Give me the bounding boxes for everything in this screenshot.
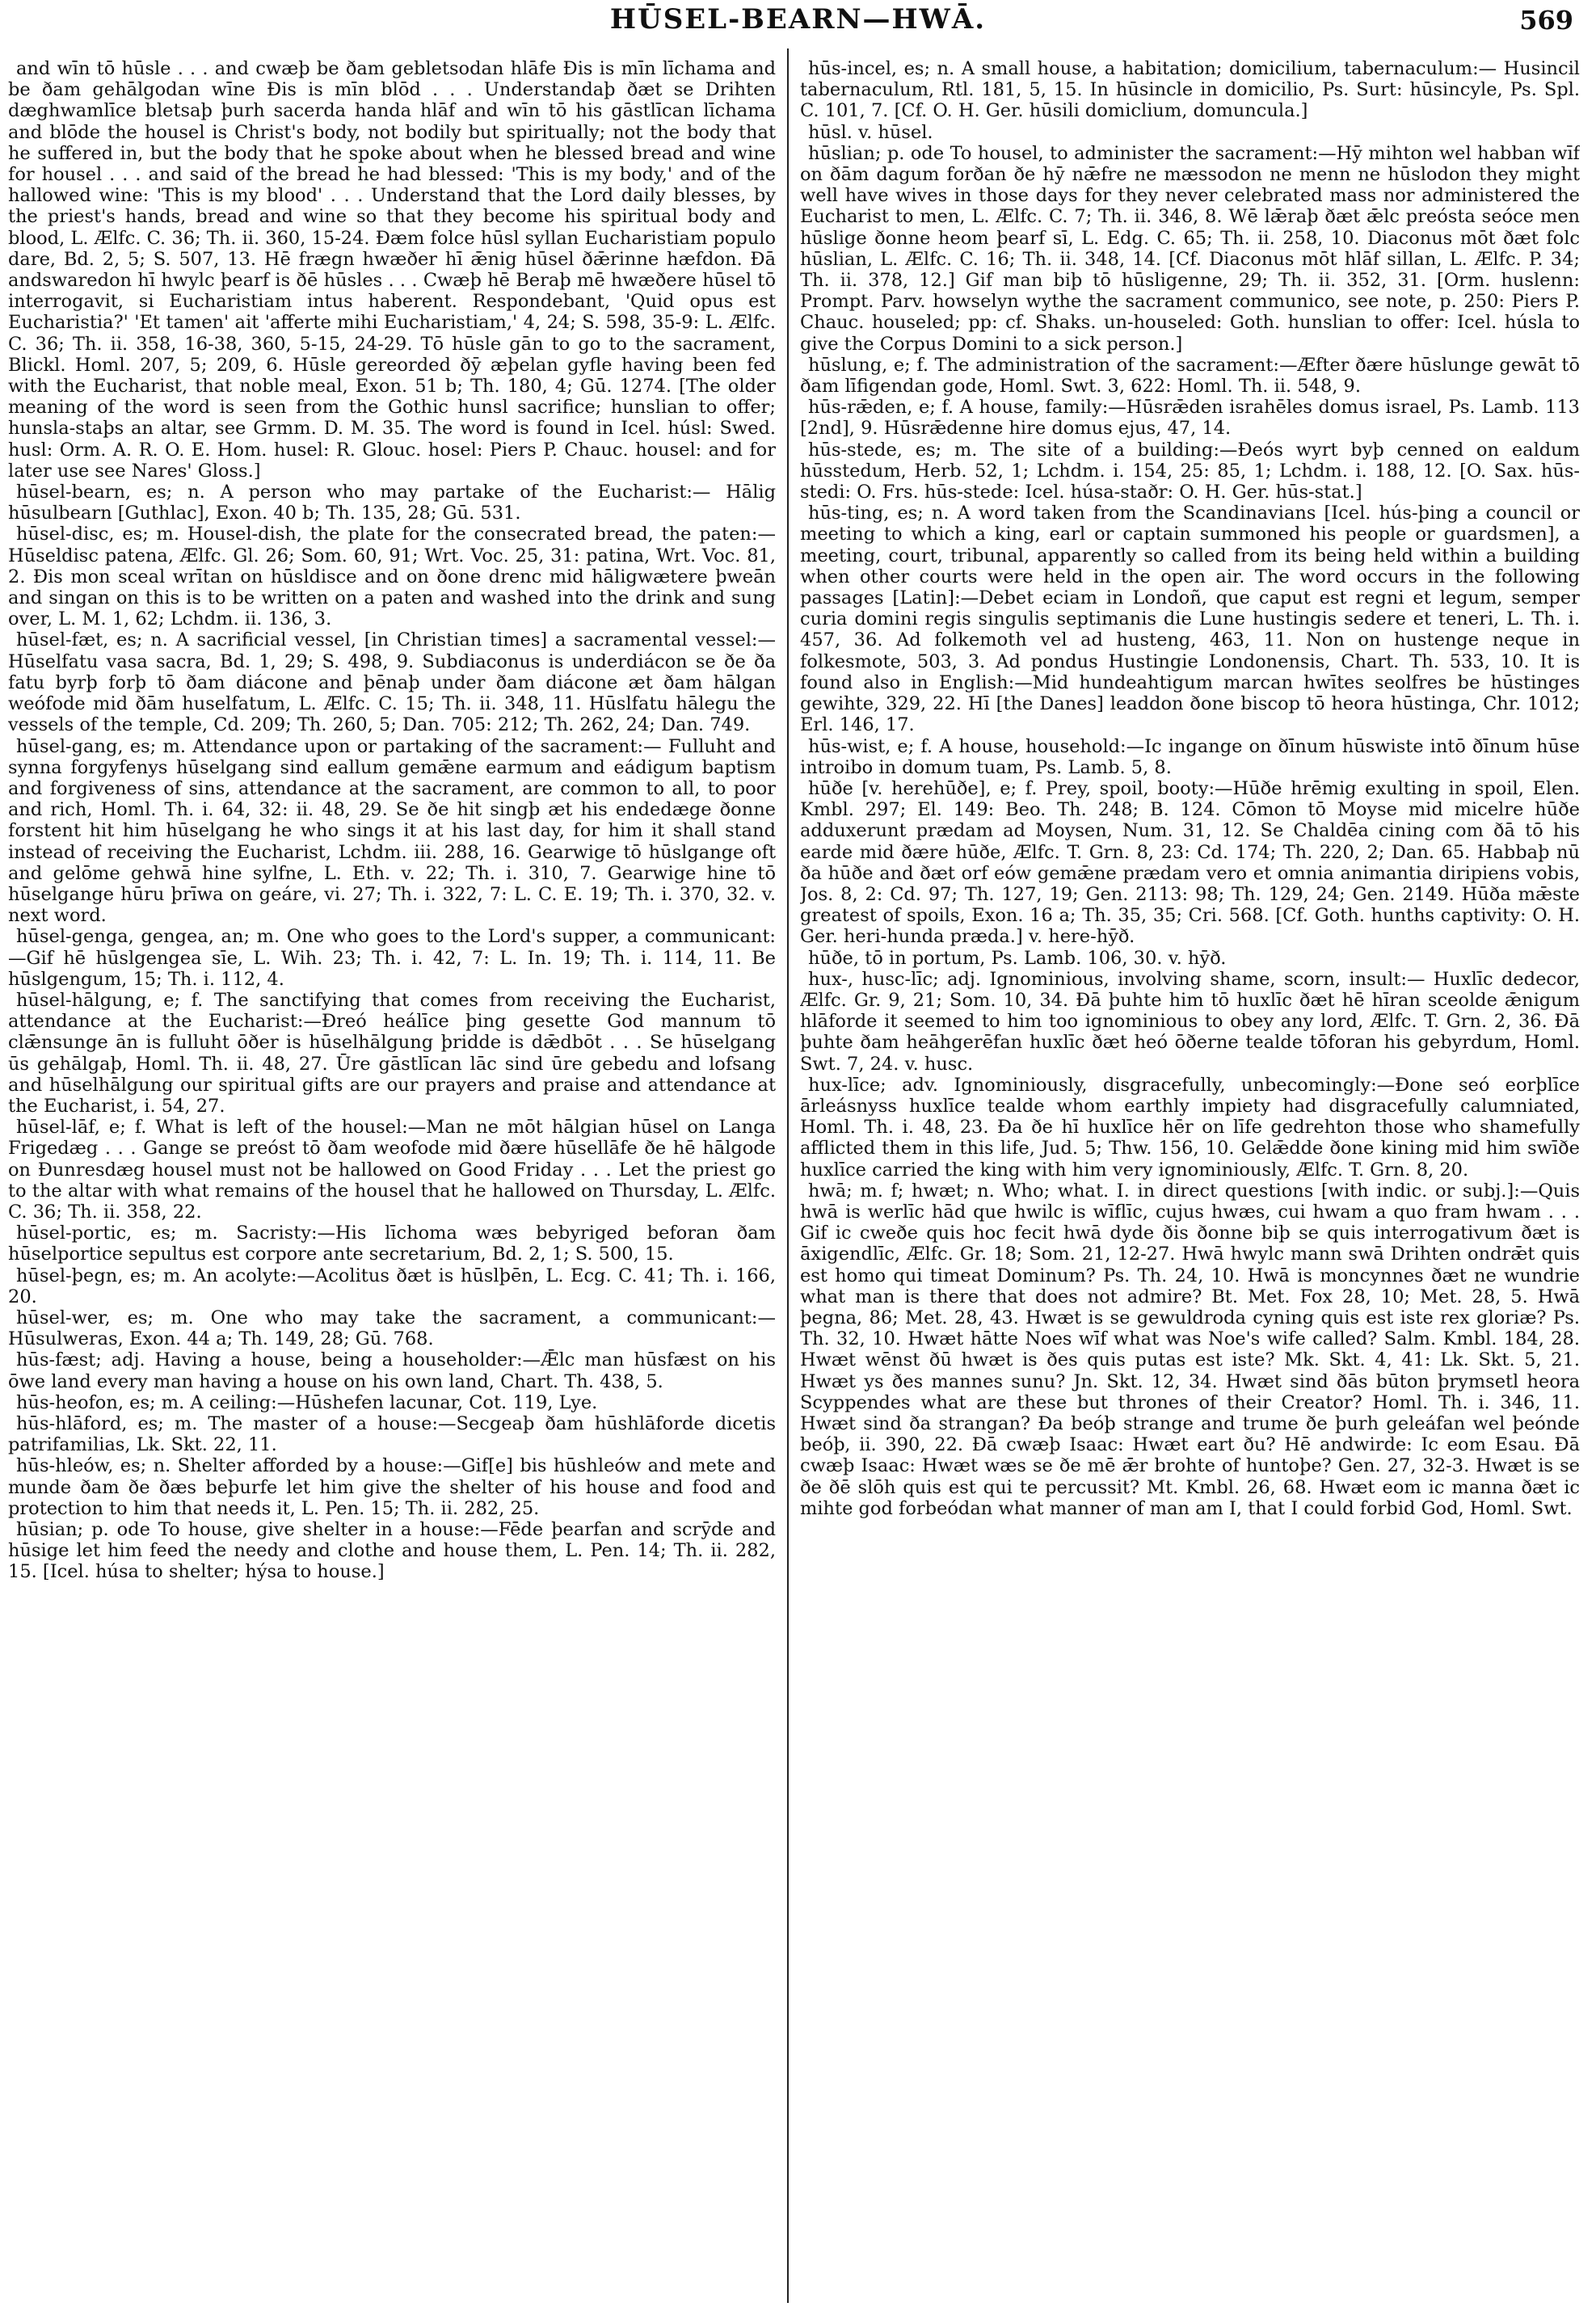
entry-hus-heofon: hūs-heofon, es; m. A ceiling:—Hūshefen lacunar, Cot. 119, Lye.	[16, 1391, 598, 1413]
entry-husel-laf: hūsel-lāf, e; f. What is left of the housel:—Man ne mōt hālgian hūsel on Langa Frigedæg . . . Gange se preóst tō ðam weofode mid ðære hūsellāfe ðe hē hālgode on Ðunresdæg housel must not be hallowed on Good Friday . . . Let the priest go to the altar with what remains of the housel that he hallowed on Thursday, L. Ælfc. C. 36; Th. ii. 358, 22.	[8, 1117, 776, 1223]
entry-husel-genga: hūsel-genga, gengea, an; m. One who goes to the Lord's supper, a communicant:—Gif hē hūslgengea sīe, L. Wih. 23; Th. i. 42, 7: L. In. 19; Th. i. 114, 11. Be hūslgengum, 15; Th. i. 112, 4.	[8, 926, 776, 990]
entry-hux-lic: hux-, husc-līc; adj. Ignominious, involving shame, scorn, insult:— Huxlīc dedecor, Ælfc. Gr. 9, 21; Som. 10, 34. Ðā þuhte him tō huxlīc ðæt hē hīran sceolde ǣnigum hlāforde it seemed to him too ignominious to obey any lord, Ælfc. T. Grn. 2, 36. Ðā þuhte ðam heāhgerēfan huxlīc ðæt heó ōðerne tealde tōforan his gebyrdum, Homl. Swt. 7, 24. v. husc.	[800, 968, 1580, 1075]
entry-hus-raeden: hūs-rǣden, e; f. A house, family:—Hūsrǣden israhēles domus israel, Ps. Lamb. 113 [2nd], 9. Hūsrǣdenne hire domus ejus, 47, 14.	[800, 397, 1580, 440]
entry-hus-incel: hūs-incel, es; n. A small house, a habitation; domicilium, tabernaculum:— Husincil tabernaculum, Rtl. 181, 5, 15. In hūsincle in domicilio, Ps. Surt: hūsincyle, Ps. Spl. C. 101, 7. [Cf. O. H. Ger. hūsili domiclium, domuncula.]	[800, 58, 1580, 122]
entry-husel-portic: hūsel-portic, es; m. Sacristy:—His līchoma wæs bebyriged beforan ðam hūselportice sepultus est corpore ante secretarium, Bd. 2, 1; S. 500, 15.	[8, 1223, 776, 1265]
entry-hus-wist: hūs-wist, e; f. A house, household:—Ic ingange on ðīnum hūswiste intō ðīnum hūse introibo in domum tuam, Ps. Lamb. 5, 8.	[800, 735, 1580, 778]
page-header	[0, 0, 1596, 48]
entry-hus-hleow: hūs-hleów, es; n. Shelter afforded by a house:—Gif[e] bis hūshleów and mete and munde ðam ðe ðæs beþurfe let him give the shelter of his house and food and protection to him that needs it, L. Pen. 15; Th. ii. 282, 25.	[8, 1455, 776, 1519]
entry-hus-hlaford: hūs-hlāford, es; m. The master of a house:—Secgeaþ ðam hūshlāforde dicetis patrifamilias, Lk. Skt. 22, 11.	[8, 1413, 776, 1456]
entry-husel-halgung: hūsel-hālgung, e; f. The sanctifying that comes from receiving the Eucharist, attendance at the Eucharist:—Ðreó heálīce þing gesette God mannum tō clǣnsunge ān is fulluht ōðer is hūselhālgung þridde is dǣdbōt . . . Se hūselgang ūs gehālgaþ, Homl. Th. ii. 48, 27. Ūre gāstlīcan lāc sind ūre gebedu and lofsang and hūselhālgung our spiritual gifts are our prayers and praise and attendance at the Eucharist, i. 54, 27.	[8, 989, 776, 1117]
left-column	[8, 58, 776, 2296]
entry-hux-lice: hux-līce; adv. Ignominiously, disgracefully, unbecomingly:—Ðone seó eorþlīce ārleásnyss huxlīce tealde whom earthly impiety had disgracefully calumniated, Homl. Th. i. 48, 23. Ða ðe hī huxlīce hēr on līfe gedrehton those who shamefully afflicted them in this life, Jud. 5; Thw. 156, 10. Gelǣdde ðone kining mid him swīðe huxlīce carried the king with him very ignominiously, Ælfc. T. Grn. 8, 20.	[800, 1074, 1580, 1181]
entry-huslung: hūslung, e; f. The administration of the sacrament:—Æfter ðære hūslunge gewāt tō ðam līfigendan gode, Homl. Swt. 3, 622: Homl. Th. ii. 548, 9.	[800, 354, 1580, 398]
entry-hus-ting: hūs-ting, es; n. A word taken from the Scandinavians [Icel. hús-þing a council or meeting to which a king, earl or captain summoned his people or guardsmen], a meeting, court, tribunal, apparently so called from its being held within a building when other courts were held in the open air. The word occurs in the following passages [Latin]:—Debet eciam in Londoñ, que caput est regni et legum, semper curia domini regis singulis septimanis die Lune hustingis sedere et teneri, L. Th. i. 457, 36. Ad folkemoth vel ad husteng, 463, 11. Non on hustenge neque in folkesmote, 503, 3. Ad pondus Hustingie Londonensis, Chart. Th. 533, 10. It is found also in English:—Mid hundeahtigum marcan hwītes seolfres be hūstinges gewihte, 329, 22. Hī [the Danes] leaddon ðone biscop tō heora hūstinga, Chr. 1012; Erl. 146, 17.	[800, 503, 1580, 736]
entry-hus-faest: hūs-fæst; adj. Having a house, being a householder:—Ǣlc man hūsfæst on his ōwe land every man having a house on his own land, Chart. Th. 438, 5.	[8, 1349, 776, 1392]
entry-husel-gang: hūsel-gang, es; m. Attendance upon or partaking of the sacrament:— Fulluht and synna forgyfenys hūselgang sind eallum gemǣne earmum and eádigum baptism and forgiveness of sins, attendance at the sacrament, are common to all, to poor and rich, Homl. Th. i. 64, 32: ii. 48, 29. Se ðe hit singþ æt his endedæge ðonne forstent hit him hūselgang he who sings it at his last day, for him it shall stand instead of receiving the Eucharist, Lchdm. iii. 288, 16. Gearwige tō hūslgange oft and gelōme gehwā hine sylfne, L. Eth. v. 22; Th. i. 310, 7. Gearwige hine tō hūselgange hūru þrīwa on geáre, vi. 27; Th. i. 322, 7: L. C. E. 19; Th. i. 370, 32. v. next word.	[8, 735, 776, 927]
entry-hus-stede: hūs-stede, es; m. The site of a building:—Ðeós wyrt byþ cenned on ealdum hūsstedum, Herb. 52, 1; Lchdm. i. 154, 25: 85, 1; Lchdm. i. 188, 12. [O. Sax. hūs-stedi: O. Frs. hūs-stede: Icel. húsa-staðr: O. H. Ger. hūs-stat.]	[800, 439, 1580, 503]
entry-huthe: hūðe [v. herehūðe], e; f. Prey, spoil, booty:—Hūðe hrēmig exulting in spoil, Elen. Kmbl. 297; El. 149: Beo. Th. 248; B. 124. Cōmon tō Moyse mid micelre hūðe adduxerunt prædam ad Moysen, Num. 31, 12. Se Chaldēa cining com ðā tō his earde mid ðære hūðe, Ælfc. T. Grn. 8, 23: Cd. 174; Th. 220, 2; Dan. 65. Habbaþ nū ða hūðe and ðæt orf eów gemǣne prædam vero et omnia animantia diripiens vobis, Jos. 8, 2: Cd. 97; Th. 127, 19; Gen. 2113: 98; Th. 129, 24; Gen. 2149. Hūða mǣste greatest of spoils, Exon. 16 a; Th. 35, 35; Cri. 568. [Cf. Goth. hunths captivity: O. H. Ger. heri-hunda præda.] v. here-hȳð.	[800, 777, 1580, 948]
entry-husel-bearn: hūsel-bearn, es; n. A person who may partake of the Eucharist:— Hālig hūsulbearn [Guthlac], Exon. 40 b; Th. 135, 28; Gū. 531.	[8, 482, 776, 524]
right-column	[800, 58, 1580, 2296]
entry-husel-faet: hūsel-fæt, es; n. A sacrificial vessel, [in Christian times] a sacramental vessel:—Hūselfatu vasa sacra, Bd. 1, 29; S. 498, 9. Subdiaconus is underdiácon se ðe ða fatu byrþ forþ tō ðam diácone and þēnaþ under ðam diácone æt ðam hālgan weófode mid ðām huselfatum, L. Ælfc. C. 15; Th. ii. 348, 11. Hūslfatu hālegu the vessels of the temple, Cd. 209; Th. 260, 5; Dan. 705: 212; Th. 262, 24; Dan. 749.	[8, 629, 776, 736]
entry-husel-wer: hūsel-wer, es; m. One who may take the sacrament, a communicant:— Hūsulweras, Exon. 44 a; Th. 149, 28; Gū. 768.	[8, 1307, 776, 1350]
entry-husel-continued: and wīn tō hūsle . . . and cwæþ be ðam gebletsodan hlāfe Ðis is mīn līchama and be ðam gehālgodan wīne Ðis is mīn blōd . . . Understandaþ ðæt se Drihten dæghwamlīce bletsaþ þurh sacerda handa hlāf and wīn tō his gāstlīcan līchama and blōde the housel is Christ's body, not bodily but spiritually; not the body that he suffered in, but the body that he spoke about when he blessed bread and wine for housel . . . and said of the bread he had blessed: 'This is my body,' and of the hallowed wine: 'This is my blood' . . . Understand that the Lord daily blesses, by the priest's hands, bread and wine so that they become his spiritual body and blood, L. Ælfc. C. 36; Th. ii. 360, 15-24. Ðæm folce hūsl syllan Eucharistiam populo dare, Bd. 2, 5; S. 507, 13. Hē frægn hwæðer hī ǣnig hūsel ðǣrinne hæfdon. Ðā andswaredon hī hwylc þearf is ðē hūsles . . . Cwæþ hē Beraþ mē hwæðere hūsel tō interrogavit, si Eucharistiam intus haberent. Respondebant, 'Quid opus est Eucharistia?' 'Et tamen' ait 'afferte mihi Eucharistiam,' 4, 24; S. 598, 35-9: L. Ælfc. C. 36; Th. ii. 358, 16-38, 360, 5-15, 24-29. Tō hūsle gān to go to the sacrament, Blickl. Homl. 207, 5; 209, 6. Hūsle gereorded ðȳ æþelan gyfle having been fed with the Eucharist, that noble meal, Exon. 51 b; Th. 180, 4; Gū. 1274. [The older meaning of the word is seen from the Gothic hunsl sacrifice; hunslian to offer; hunsla-staþs an altar, see Grmm. D. M. 35. The word is found in Icel. húsl: Swed. husl: Orm. A. R. O. E. Hom. husel: R. Glouc. hosel: Piers P. Chauc. housel: and for later use see Nares' Gloss.]	[8, 58, 776, 482]
entry-huthe-to: hūðe, tō in portum, Ps. Lamb. 106, 30. v. hȳð.	[808, 947, 1227, 969]
entry-huslian: hūslian; p. ode To housel, to administer the sacrament:—Hȳ mihton wel habban wīf on ðām dagum forðan ðe hȳ nǣfre ne mæssodon ne menn ne hūslodon they might well have wives in those days for they never celebrated mass nor administered the Eucharist to men, L. Ælfc. C. 7; Th. ii. 346, 8. Wē lǣraþ ðæt ǣlc preósta seóce men hūslige ðonne heom þearf sī, L. Edg. C. 65; Th. ii. 258, 10. Diaconus mōt ðæt folc hūslian, L. Ælfc. C. 16; Th. ii. 348, 14. [Cf. Diaconus mōt hlāf sillan, L. Ælfc. P. 34; Th. ii. 378, 12.] Gif man biþ tō hūsligenne, 29; Th. ii. 352, 31. [Orm. huslenn: Prompt. Parv. howselyn wythe the sacrament communico, see note, p. 250: Piers P. Chauc. houseled; pp: cf. Shaks. un-houseled: Goth. hunslian to offer: Icel. húsla to give the Corpus Domini to a sick person.]	[800, 142, 1580, 355]
entry-husel-thegn: hūsel-þegn, es; m. An acolyte:—Acolitus ðæt is hūslþēn, L. Ecg. C. 41; Th. i. 166, 20.	[8, 1265, 776, 1307]
running-head: HŪSEL-BEARN—HWĀ.	[609, 3, 987, 36]
entry-husl: hūsl. v. hūsel.	[808, 121, 933, 143]
entry-husel-disc: hūsel-disc, es; m. Housel-dish, the plate for the consecrated bread, the paten:—Hūseldisc patena, Ælfc. Gl. 26; Som. 60, 91; Wrt. Voc. 25, 31: patina, Wrt. Voc. 81, 2. Ðis mon sceal wrītan on hūsldisce and on ðone drenc mid hāligwætere þweān and singan on this is to be written on a paten and washed into the drink and sung over, L. M. 1, 62; Lchdm. ii. 136, 3.	[8, 524, 776, 630]
column-divider	[787, 48, 789, 2303]
page-number: 569	[1519, 5, 1573, 36]
entry-hwa: hwā; m. f; hwæt; n. Who; what. I. in direct questions [with indic. or subj.]:—Quis hwā is werlīc hād que hwilc is wīflīc, cujus hwæs, cui hwam a quo fram hwam . . . Gif ic cweðe quis hoc fecit hwā dyde ðis ðonne biþ se quis interrogativum ðæt is āxigendlīc, Ælfc. Gr. 18; Som. 21, 12-27. Hwā hwylc mann swā Drihten ondrǣt quis est homo qui timeat Dominum? Ps. Th. 24, 10. Hwā is moncynnes ðæt ne wundrie what man is there that does not admire? Bt. Met. Fox 28, 10; Met. 28, 5. Hwā þegna, 86; Met. 28, 43. Hwæt is se gewuldroda cyning quis est iste rex gloriæ? Ps. Th. 32, 10. Hwæt hātte Noes wīf what was Noe's wife called? Salm. Kmbl. 184, 28. Hwæt wēnst ðū hwæt is ðes quis putas est iste? Mk. Skt. 4, 41: Lk. Skt. 5, 21. Hwæt ys ðes mannes sunu? Jn. Skt. 12, 34. Hwæt sind ðās būton þrymsetl heora Scyppendes what are these but thrones of their Creator? Homl. Th. i. 346, 11. Hwæt sind ða strangan? Ða beóþ strange and trume ðe þurh geleáfan wel þeónde beóþ, ii. 390, 22. Ðā cwæþ Isaac: Hwæt eart ðu? Hē andwirde: Ic eom Esau. Ðā cwæþ Isaac: Hwæt wæs se ðe mē ǣr brohte of huntoþe? Gen. 27, 32-3. Hwæt is se ðe ðē slōh quis est qui te percussit? Mt. Kmbl. 26, 68. Hwæt eom ic manna ðæt ic mihte god forbeódan what manner of man am I, that I could forbid God, Homl. Swt.	[800, 1180, 1580, 1519]
entry-husian: hūsian; p. ode To house, give shelter in a house:—Fēde þearfan and scrȳde and hūsige let him feed the needy and clothe and house them, L. Pen. 14; Th. ii. 282, 15. [Icel. húsa to shelter; hýsa to house.]	[8, 1519, 776, 1583]
